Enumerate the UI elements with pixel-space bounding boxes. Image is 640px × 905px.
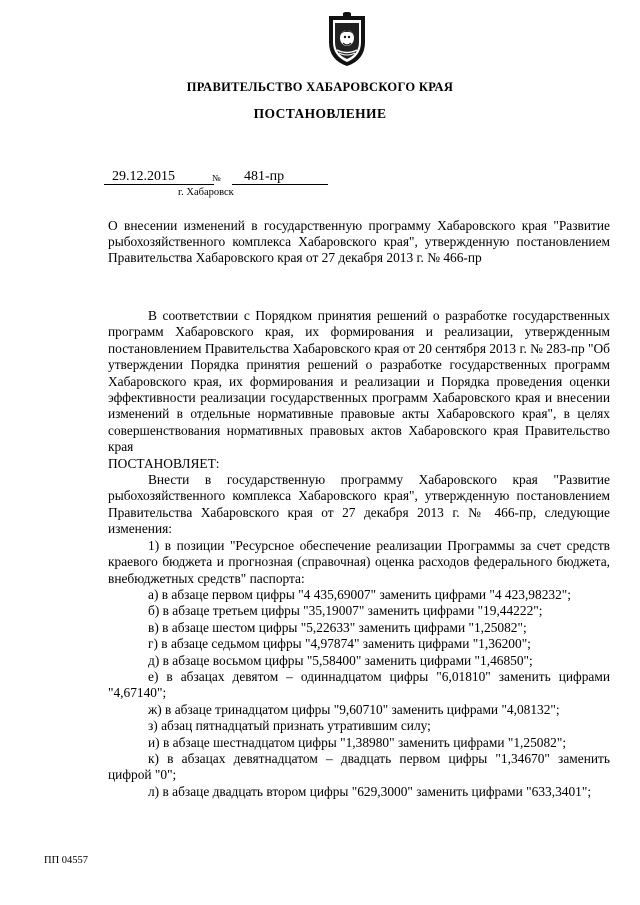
subitem-d: д) в абзаце восьмом цифры "5,58400" заменить цифрами "1,46850"; — [148, 652, 533, 668]
document-city: г. Хабаровск — [178, 187, 234, 198]
document-date: 29.12.2015 — [104, 169, 214, 185]
document-subject: О внесении изменений в государственную программу Хабаровского края "Развитие рыбохозяйственного комплекса Хабаровского края", утвержденную постановлением Правительства Хабаровского края от 27 декабря 2013 г. № 466-пр — [108, 218, 610, 265]
number-sign: № — [212, 173, 221, 183]
subitem-v: в) в абзаце шестом цифры "5,22633" заменить цифрами "1,25082"; — [148, 619, 527, 635]
subitem-z: з) абзац пятнадцатый признать утратившим силу; — [148, 718, 431, 734]
subitem-zh: ж) в абзаце тринадцатом цифры "9,60710" заменить цифрами "4,08132"; — [148, 701, 560, 717]
subitem-k: к) в абзацах девятнадцатом – двадцать первом цифры "1,34670" заменить цифрой "0"; — [108, 750, 610, 783]
subitem-a: а) в абзаце первом цифры "4 435,69007" заменить цифрами "4 423,98232"; — [148, 586, 571, 602]
coat-of-arms-emblem — [325, 12, 369, 68]
preamble-paragraph: В соответствии с Порядком принятия решений о разработке государственных программ Хабаровского края, их формирования и реализации, утвержденным постановлением Правительства Хабаровского края от 20 сентября 2013 г. № 283-пр "Об утверждении Порядка принятия решений о разработке государственных программ Хабаровского края, их формирования и реализации и Порядка проведения оценки эффективности реализации государственных программ Хабаровского края и внесении изменений в отдельные нормативные правовые акты Хабаровского края", в целях совершенствования нормативных правовых актов Хабаровского края Правительство края — [108, 308, 610, 455]
subitem-e: е) в абзацах девятом – одиннадцатом цифры "6,01810" заменить цифрами "4,67140"; — [108, 668, 610, 701]
item-1: 1) в позиции "Ресурсное обеспечение реализации Программы за счет средств краевого бюджета и прогнозная (справочная) оценка расходов федерального бюджета, внебюджетных средств" паспорта: — [108, 537, 610, 586]
subitem-i: и) в абзаце шестнадцатом цифры "1,38980" заменить цифрами "1,25082"; — [148, 734, 567, 750]
document-number: 481-пр — [232, 169, 328, 185]
subitem-b: б) в абзаце третьем цифры "35,19007" заменить цифрами "19,44222"; — [148, 603, 543, 619]
subitem-l: л) в абзаце двадцать втором цифры "629,3000" заменить цифрами "633,3401"; — [148, 783, 592, 799]
footer-code: ПП 04557 — [44, 855, 89, 866]
document-body — [108, 308, 610, 800]
document-type: ПОСТАНОВЛЕНИЕ — [253, 106, 387, 121]
government-title: ПРАВИТЕЛЬСТВО ХАБАРОВСКОГО КРАЯ — [186, 80, 454, 94]
subitem-g: г) в абзаце седьмом цифры "4,97874" заменить цифрами "1,36200"; — [148, 636, 531, 652]
resolves-statement: ПОСТАНОВЛЯЕТ: — [108, 455, 220, 471]
intro-paragraph: Внести в государственную программу Хабаровского края "Развитие рыбохозяйственного комплекса Хабаровского края", утвержденную постановлением Правительства Хабаровского края от 27 декабря 2013 г. № 466-пр, следующие изменения: — [108, 472, 610, 537]
